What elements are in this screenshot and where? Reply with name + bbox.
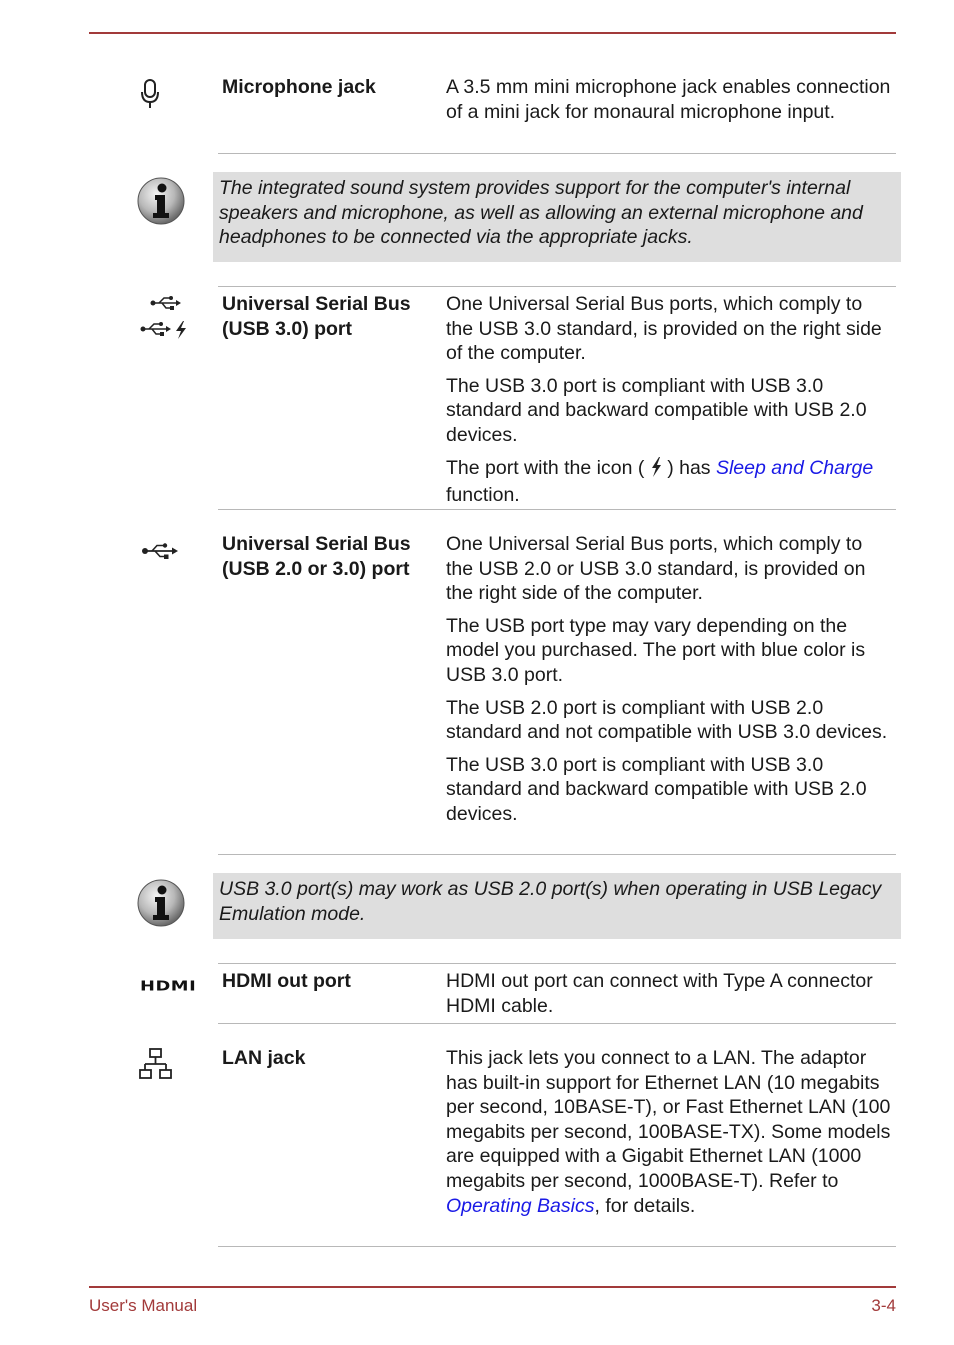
usb23-paragraph-1: One Universal Serial Bus ports, which comply to the USB 2.0 or USB 3.0 standard, is provided on the right side of the computer. [446, 533, 866, 605]
microphone-icon [139, 78, 161, 117]
row-divider [218, 1246, 896, 1247]
usb23-paragraph-2: The USB port type may vary depending on the model you purchased. The port with blue color is USB 3.0 port. [446, 614, 866, 686]
row-divider [218, 286, 896, 287]
microphone-jack-text: A 3.5 mm mini microphone jack enables connection of a mini jack for monaural microphone input. [446, 76, 891, 123]
sleep-charge-bolt-icon [650, 457, 662, 484]
row-divider [218, 509, 896, 510]
usb-icon [150, 293, 182, 318]
note-sound-system [213, 172, 901, 262]
note-usb-legacy-text: USB 3.0 port(s) may work as USB 2.0 port(s) when operating in USB Legacy Emulation mode. [219, 878, 882, 925]
sleep-and-charge-link[interactable]: Sleep and Charge [715, 456, 874, 479]
usb23-paragraph-3: The USB 2.0 port is compliant with USB 2.0 standard and not compatible with USB 3.0 devices. [446, 696, 888, 744]
usb3-paragraph-3 [446, 456, 894, 508]
microphone-jack-description [446, 75, 894, 132]
lan-network-icon [139, 1047, 173, 1088]
hdmi-text: HDMI out port can connect with Type A connector HDMI cable. [446, 970, 873, 1017]
footer-manual-title: User's Manual [89, 1296, 198, 1315]
row-divider [218, 153, 896, 154]
usb23-port-description [446, 532, 894, 835]
lan-text-after: , for details. [594, 1194, 696, 1217]
row-divider [218, 854, 896, 855]
svg-text:HDMI: HDMI [140, 977, 197, 994]
header-rule [89, 32, 896, 34]
footer-rule [89, 1286, 896, 1288]
microphone-jack-term: Microphone jack [222, 76, 376, 98]
footer-page-number: 3-4 [871, 1296, 896, 1315]
usb-icon [141, 542, 179, 567]
note-sound-system-text: The integrated sound system provides support for the computer's internal speakers and microphone, as well as allowing an external microphone and headphones to be connected via the appropriate jacks. [219, 177, 863, 249]
usb3-port-term: Universal Serial Bus (USB 3.0) port [222, 293, 411, 340]
lan-text-before: This jack lets you connect to a LAN. The adaptor has built-in support for Ethernet LAN (10 megabits per second, 10BASE-T), or Fast Ethernet LAN (100 megabits per second, 100BASE-TX). Some models are equipped with a Gigabit Ethernet LAN (1000 megabits per second, 1000BASE-T). Refer to [446, 1047, 891, 1192]
usb-sleep-charge-icon [140, 320, 190, 347]
operating-basics-link[interactable]: Operating Basics [446, 1194, 595, 1217]
usb3-port-description [446, 292, 894, 516]
usb3-paragraph-1: One Universal Serial Bus ports, which comply to the USB 3.0 standard, is provided on the right side of the computer. [446, 293, 882, 365]
hdmi-logo-icon [140, 976, 204, 1001]
usb3-p3-before: The port with the icon ( [446, 456, 645, 479]
lan-jack-term: LAN jack [222, 1047, 306, 1069]
usb23-port-term: Universal Serial Bus (USB 2.0 or 3.0) port [222, 533, 411, 580]
row-divider [218, 1023, 896, 1024]
usb23-paragraph-4: The USB 3.0 port is compliant with USB 3.0 standard and backward compatible with USB 2.0 devices. [446, 753, 867, 825]
hdmi-port-term: HDMI out port [222, 970, 351, 992]
hdmi-port-description [446, 969, 894, 1026]
info-icon [136, 176, 186, 233]
usb3-p3-mid: ) has [667, 456, 711, 479]
lan-text [446, 1046, 894, 1218]
note-usb-legacy [213, 873, 901, 939]
usb3-p3-after: function. [446, 484, 520, 507]
usb3-paragraph-2: The USB 3.0 port is compliant with USB 3.0 standard and backward compatible with USB 2.0 devices. [446, 374, 867, 446]
row-divider [218, 963, 896, 964]
lan-jack-description [446, 1046, 894, 1226]
info-icon [136, 878, 186, 935]
